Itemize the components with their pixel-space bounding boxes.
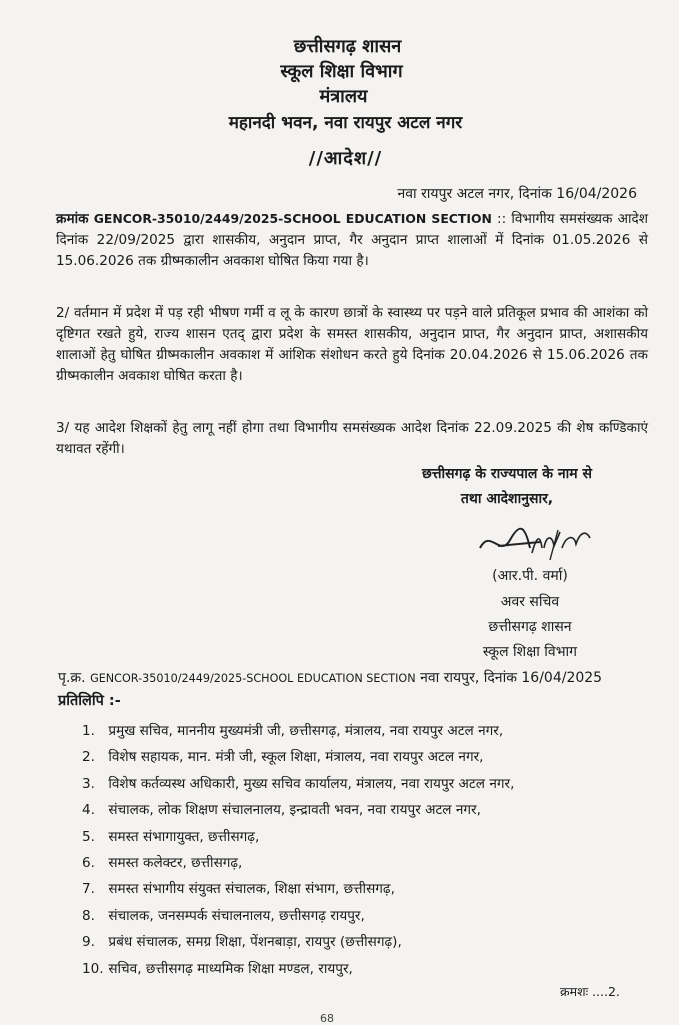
- copy-to-list: [82, 718, 514, 982]
- endorsement-place-date: नवा रायपुर, दिनांक 16/04/2025: [420, 670, 603, 686]
- authority-block: [387, 462, 627, 512]
- copy-to-heading: प्रतिलिपि :-: [58, 693, 121, 709]
- order-reference: GENCOR-35010/2449/2025-SCHOOL EDUCATION SECTION: [93, 211, 492, 226]
- paragraph-3: 3/ यह आदेश शिक्षकों हेतु लागू नहीं होगा तथा विभागीय समसंख्यक आदेश दिनांक 22.09.2025 की शेष कण्डिकाएं यथावत रहेंगी।: [56, 420, 648, 457]
- signer-name: (आर.पी. वर्मा): [492, 568, 568, 584]
- endorsement-reference: GENCOR-35010/2449/2025-SCHOOL EDUCATION SECTION: [90, 672, 416, 685]
- list-item: 9. प्रबंध संचालक, समग्र शिक्षा, पेंशनबाड़ा, रायपुर (छत्तीसगढ़),: [82, 934, 402, 951]
- list-item: 10. सचिव, छत्तीसगढ़ माध्यमिक शिक्षा मण्डल, रायपुर,: [82, 960, 353, 977]
- list-item: 7. समस्त संभागीय संयुक्त संचालक, शिक्षा संभाग, छत्तीसगढ़,: [82, 881, 395, 898]
- endorsement-line: [58, 668, 602, 687]
- list-item: 3. विशेष कर्तव्यस्थ अधिकारी, मुख्य सचिव कार्यालय, मंत्रालय, नवा रायपुर अटल नगर,: [82, 775, 515, 792]
- header-address: महानदी भवन, नवा रायपुर अटल नगर: [228, 113, 463, 133]
- list-item: 5. समस्त संभागायुक्त, छत्तीसगढ़,: [82, 828, 260, 845]
- list-item: 6. समस्त कलेक्टर, छत्तीसगढ़,: [82, 854, 243, 871]
- signer-office-1: छत्तीसगढ़ शासन: [488, 619, 572, 635]
- header-govt: छत्तीसगढ़ शासन: [293, 36, 402, 57]
- signer-designation: अवर सचिव: [500, 594, 560, 610]
- page-number: 68: [320, 1012, 334, 1025]
- authority-line-2: तथा आदेशानुसार,: [460, 491, 554, 507]
- order-number-prefix: क्रमांक: [56, 211, 89, 227]
- endorsement-prefix: पृ.क्र.: [58, 670, 86, 686]
- paragraph-1: [56, 208, 648, 272]
- list-item: 8. संचालक, जनसम्पर्क संचालनालय, छत्तीसगढ़ रायपुर,: [82, 907, 365, 924]
- paragraph-1-text: :: विभागीय समसंख्यक आदेश दिनांक 22/09/2025 द्वारा शासकीय, अनुदान प्राप्त, गैर अनुदान प्राप्त शालाओं में दिनांक 01.05.2026 से 15.06.2026 तक ग्रीष्मकालीन अवकाश घोषित किया गया है।: [56, 211, 648, 269]
- handwritten-signature: [470, 518, 600, 568]
- list-item: 2. विशेष सहायक, मान. मंत्री जी, स्कूल शिक्षा, मंत्रालय, नवा रायपुर अटल नगर,: [82, 749, 484, 766]
- signer-office-2: स्कूल शिक्षा विभाग: [482, 644, 578, 660]
- order-title: //आदेश//: [308, 148, 383, 169]
- dateline: नवा रायपुर अटल नगर, दिनांक 16/04/2026: [397, 186, 637, 202]
- list-item: 4. संचालक, लोक शिक्षण संचालनालय, इन्द्रावती भवन, नवा रायपुर अटल नगर,: [82, 802, 481, 819]
- paragraph-2: 2/ वर्तमान में प्रदेश में पड़ रही भीषण गर्मी व लू के कारण छात्रों के स्वास्थ्य पर पड़ने वाले प्रतिकूल प्रभाव की आशंका को दृष्टिगत रखते हुये, राज्य शासन एतद् द्वारा प्रदेश के समस्त शासकीय, अनुदान प्राप्त, गैर अनुदान प्राप्त, अशासकीय शालाओं हेतु घोषित ग्रीष्मकालीन अवकाश में आंशिक संशोधन करते हुये दिनांक 20.04.2026 से 15.06.2026 तक ग्रीष्मकालीन अवकाश घोषित करता है।: [56, 305, 648, 384]
- list-item: 1. प्रमुख सचिव, माननीय मुख्यमंत्री जी, छत्तीसगढ़, मंत्रालय, नवा रायपुर अटल नगर,: [82, 723, 504, 739]
- authority-line-1: छत्तीसगढ़ के राज्यपाल के नाम से: [422, 466, 592, 482]
- continued-note: क्रमशः ....2.: [560, 984, 620, 999]
- header-department: स्कूल शिक्षा विभाग: [280, 61, 403, 82]
- header-ministry: मंत्रालय: [319, 86, 368, 107]
